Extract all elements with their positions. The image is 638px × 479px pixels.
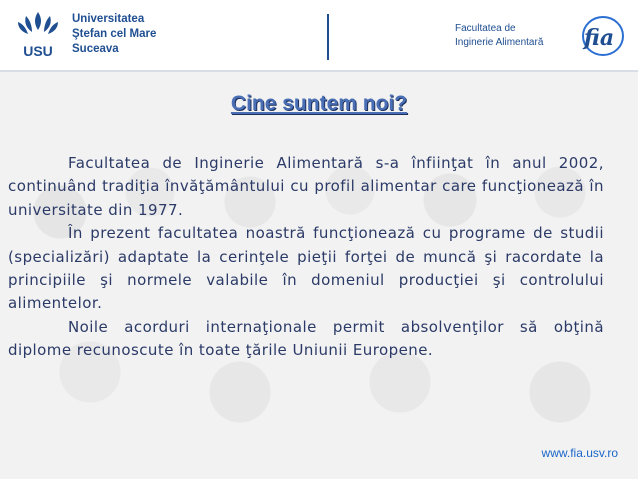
- university-logo: [14, 8, 62, 62]
- footer-url-link[interactable]: www.fia.usv.ro: [541, 446, 618, 460]
- body-paragraph: Noile acorduri internaţionale permit absolvenţilor să obţină diplome recunoscute în toate ţările Uniunii Europene.: [8, 317, 604, 360]
- university-name-line: Universitatea: [72, 13, 145, 25]
- slide-header: [0, 0, 638, 70]
- university-name: [72, 12, 212, 57]
- faculty-name: [455, 22, 575, 50]
- body-paragraph: Facultatea de Inginerie Alimentară s-a înfiinţat în anul 2002, continuând tradiţia învăţământului cu profil alimentar care funcţionează în universitate din 1977.: [8, 154, 604, 219]
- faculty-name-line: Inginerie Alimentară: [455, 37, 544, 48]
- university-name-line: Suceava: [72, 43, 119, 55]
- university-name-line: Ştefan cel Mare: [72, 28, 157, 40]
- faculty-logo: [573, 14, 625, 58]
- header-divider: [327, 14, 329, 60]
- slide-title: Cine suntem noi?: [230, 92, 408, 115]
- faculty-logo-text: fia: [583, 25, 615, 51]
- header-bottom-border: [0, 70, 638, 72]
- body-paragraph: În prezent facultatea noastră funcţionează cu programe de studii (specializări) adaptate la cerinţele pieţii forţei de muncă şi racordate la principiile şi normele valabile în domeniul producţiei şi controlului alimentelor.: [8, 224, 604, 313]
- university-logo-text: USU: [23, 43, 53, 59]
- faculty-name-line: Facultatea de: [455, 23, 516, 34]
- slide-body: [8, 152, 604, 363]
